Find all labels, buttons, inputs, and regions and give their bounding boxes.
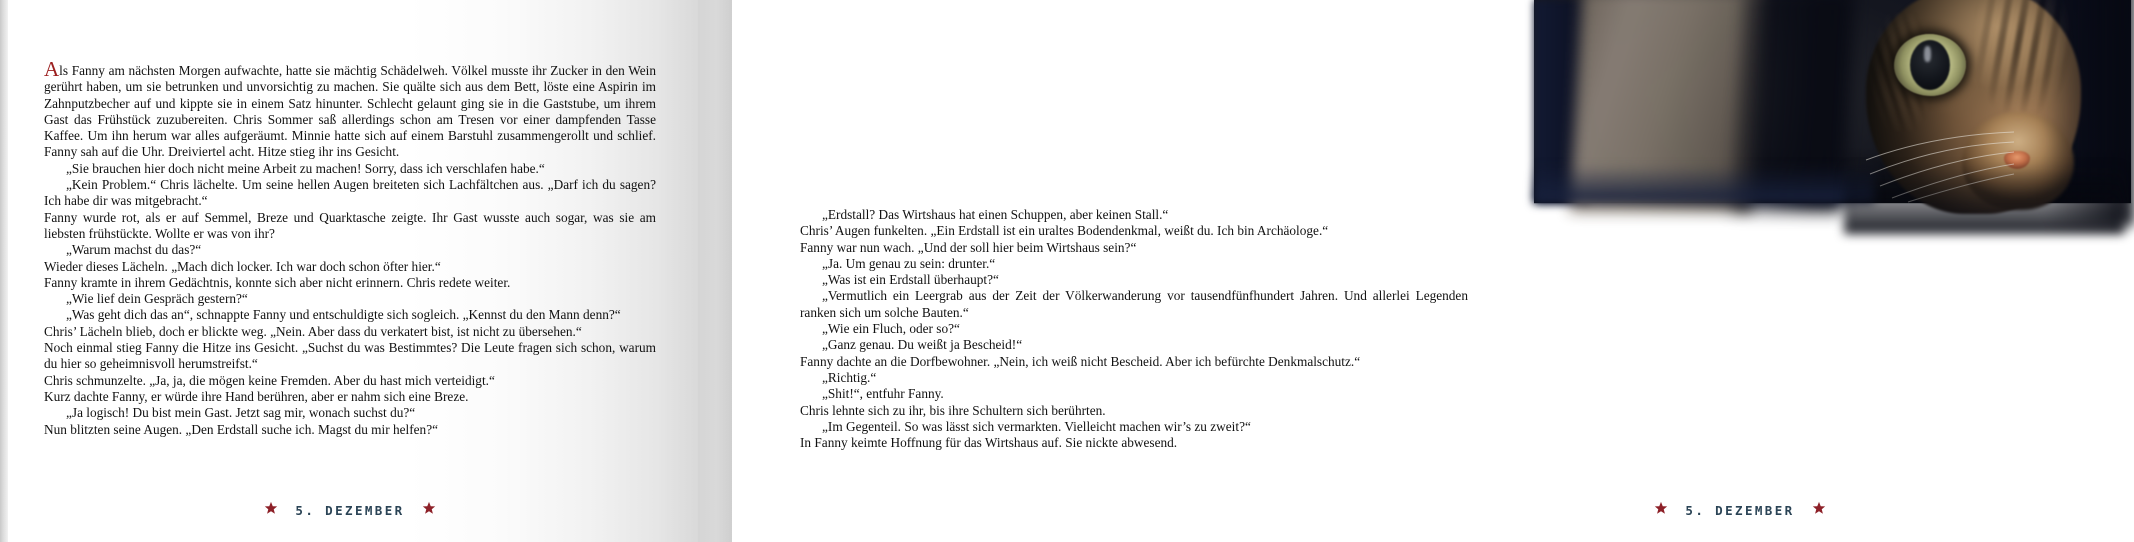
- body-paragraph: Kurz dachte Fanny, er würde ihre Hand berühren, aber er nahm sich eine Breze.: [44, 388, 469, 404]
- right-page-text-column: [800, 207, 1468, 451]
- body-paragraph: Chris schmunzelte. „Ja, ja, die mögen keine Fremden. Aber du hast mich verteidigt.“: [44, 372, 495, 388]
- body-paragraph: „Erdstall? Das Wirtshaus hat einen Schuppen, aber keinen Stall.“: [822, 207, 1169, 222]
- body-paragraph: Chris lehnte sich zu ihr, bis ihre Schultern sich berührten.: [800, 402, 1106, 418]
- body-paragraph: „Warum machst du das?“: [66, 242, 202, 258]
- body-paragraph: „Shit!“, entfuhr Fanny.: [822, 386, 944, 402]
- photo-bottom-blue-glow: [1534, 165, 1874, 203]
- body-paragraph: „Vermutlich ein Leergrab aus der Zeit der Völkerwanderung vor tausendfünfhundert Jahren. Und allerlei Legenden ranken sich um solche Bauten.“: [800, 288, 1468, 320]
- body-paragraph: Nun blitzten seine Augen. „Den Erdstall suche ich. Magst du mir helfen?“: [44, 421, 438, 437]
- body-paragraph: Chris’ Augen funkelten. „Ein Erdstall ist ein uraltes Bodendenkmal, weißt du. Ich bin Archäologe.“: [800, 223, 1329, 239]
- cat-figure: [1854, 0, 2104, 216]
- right-page-footer: [1434, 501, 2046, 520]
- body-paragraph: „Was ist ein Erdstall überhaupt?“: [822, 272, 999, 288]
- body-paragraph: Noch einmal stieg Fanny die Hitze ins Gesicht. „Suchst du was Bestimmtes? Die Leute fragen sich schon, warum du hier so geheimnisvoll herumstreifst.“: [44, 340, 656, 372]
- body-paragraph: „Sie brauchen hier doch nicht meine Arbeit zu machen! Sorry, dass ich verschlafen habe.“: [66, 160, 545, 176]
- body-paragraph: Als Fanny am nächsten Morgen aufwachte, hatte sie mächtig Schädelweh. Völkel musste ihr Zucker in den Wein gerührt haben, um sie betrunken und unvorsichtig zu machen. Sie quälte sich aus dem Bett, löste eine Aspirin im Zahnputzbecher auf und kippte sie in einem Satz hinunter. Schlecht gelaunt ging sie in die Gaststube, um ihrem Gast das Frühstück zuzubereiten. Chris Sommer saß allerdings schon am Tresen vor einer dampfenden Tasse Kaffee. Um ihn herum war alles aufgeräumt. Minnie hatte sich auf einem Barstuhl zusammengerollt und schlief. Fanny sah auf die Uhr. Dreiviertel acht. Hitze stieg ihr ins Gesicht.: [44, 57, 656, 160]
- left-page: [8, 0, 698, 542]
- body-paragraph: Fanny kramte in ihrem Gedächtnis, konnte sich aber nicht erinnern. Chris redete weiter.: [44, 274, 511, 290]
- body-paragraph: „Wie lief dein Gespräch gestern?“: [66, 291, 248, 307]
- star-icon: [1812, 501, 1826, 520]
- left-edge-strip: [0, 0, 8, 542]
- body-paragraph: Fanny dachte an die Dorfbewohner. „Nein, ich weiß nicht Bescheid. Aber ich befürchte Denkmalschutz.“: [800, 353, 1361, 369]
- cat-eye-glint: [1924, 46, 1931, 62]
- star-icon: [264, 501, 278, 520]
- footer-date-label: 5. DEZEMBER: [1685, 503, 1795, 518]
- drop-cap: A: [44, 57, 60, 81]
- body-paragraph: Fanny wurde rot, als er auf Semmel, Breze und Quarktasche zeigte. Ihr Gast wusste auch sogar, was sie am liebsten frühstückte. Wollte er was von ihr?: [44, 209, 656, 241]
- star-icon: [422, 501, 436, 520]
- page-gutter: [698, 0, 732, 542]
- body-paragraph: „Ja. Um genau zu sein: drunter.“: [822, 255, 996, 271]
- star-icon: [1654, 501, 1668, 520]
- body-paragraph: Chris’ Lächeln blieb, doch er blickte weg. „Nein. Aber dass du verkatert bist, ist nicht zu übersehen.“: [44, 323, 582, 339]
- body-paragraph: Wieder dieses Lächeln. „Mach dich locker. Ich war doch schon öfter hier.“: [44, 258, 441, 274]
- body-paragraph: Fanny war nun wach. „Und der soll hier beim Wirtshaus sein?“: [800, 239, 1137, 255]
- left-page-text-column: [44, 57, 656, 438]
- body-paragraph: „Wie ein Fluch, oder so?“: [822, 321, 960, 337]
- body-paragraph: In Fanny keimte Hoffnung für das Wirtshaus auf. Sie nickte abwesend.: [800, 435, 1178, 451]
- body-paragraph: „Ja logisch! Du bist mein Gast. Jetzt sag mir, wonach suchst du?“: [66, 405, 416, 421]
- footer-date-label: 5. DEZEMBER: [295, 503, 405, 518]
- body-paragraph: „Was geht dich das an“, schnappte Fanny und entschuldigte sich sogleich. „Kennst du den Mann denn?“: [66, 307, 621, 323]
- body-paragraph: „Ganz genau. Du weißt ja Bescheid!“: [822, 337, 1023, 353]
- cat-photo: [1534, 0, 2131, 203]
- right-page: [732, 0, 1795, 542]
- left-page-footer: [44, 501, 656, 520]
- body-paragraph: „Richtig.“: [822, 369, 877, 385]
- body-paragraph: „Kein Problem.“ Chris lächelte. Um seine hellen Augen breiteten sich Lachfältchen aus. „Darf ich du sagen? Ich habe dir was mitgebracht.“: [44, 177, 656, 209]
- body-paragraph: „Im Gegenteil. So was lässt sich vermarkten. Vielleicht machen wir’s zu zweit?“: [822, 418, 1251, 434]
- photo-bottom-vignette: [1844, 164, 2124, 234]
